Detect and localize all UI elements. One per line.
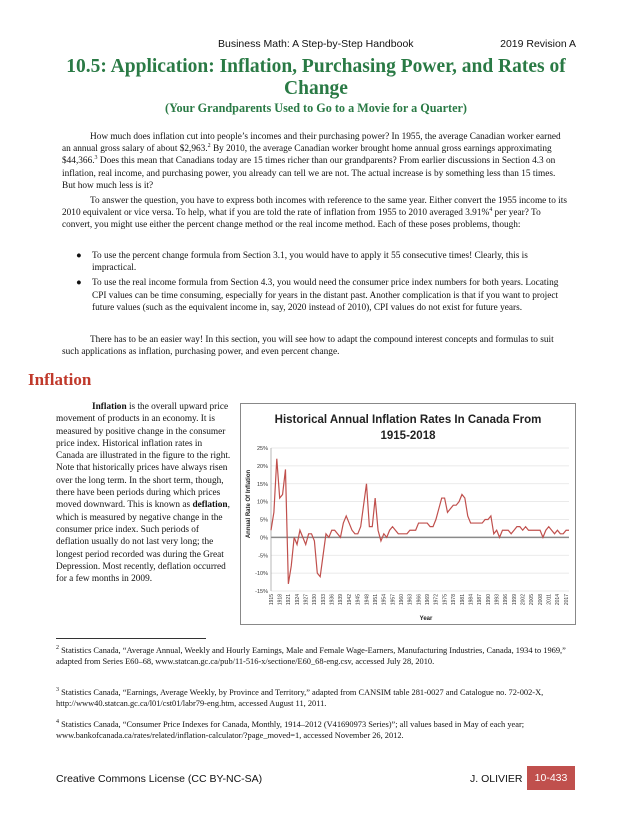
- y-tick-label: 25%: [256, 446, 268, 452]
- page-subtitle: (Your Grandparents Used to Go to a Movie for a Quarter): [165, 101, 467, 115]
- footnote-4: $^4$ Statistics Canada, “Consumer Price Indexes for Canada, Monthly, 1914–2012 (V41690973 Series)”; all values based in May of each year; www.bankofcanada.ca/rates/related/inflation-calculator/?page_moved=1, accessed November 26, 2012.: [56, 719, 525, 740]
- x-tick-label: 1984: [468, 594, 475, 606]
- inflation-chart: [240, 403, 576, 625]
- x-tick-label: 1954: [381, 594, 388, 606]
- x-tick-label: 1996: [503, 594, 510, 606]
- x-tick-label: 1975: [442, 594, 449, 606]
- header-book-title: Business Math: A Step-by-Step Handbook: [218, 38, 414, 50]
- y-tick-label: -5%: [258, 553, 268, 560]
- x-tick-label: 1942: [346, 594, 353, 606]
- x-tick-label: 1918: [277, 594, 284, 606]
- x-tick-label: 1927: [303, 594, 310, 606]
- x-tick-label: 1999: [511, 594, 518, 606]
- x-tick-label: 2002: [520, 594, 527, 606]
- y-tick-label: 0%: [260, 535, 268, 542]
- x-tick-label: 1930: [312, 594, 319, 606]
- x-tick-label: 1933: [320, 594, 327, 606]
- transition-paragraph: There has to be an easier way! In this section, you will see how to adapt the compound interest concepts and formulas to suit such applications as inflation, purchasing power, and even percent change.: [62, 335, 554, 358]
- footnote-3: $^3$ Statistics Canada, “Earnings, Average Weekly, by Province and Territory,” adapted from CANSIM table 281-0027 and Catalogue no. 72-002-X, http://www40.statcan.gc.ca/l01/cst01/labr79-eng.htm, accessed August 11, 2011.: [56, 687, 544, 708]
- y-tick-label: 20%: [256, 463, 268, 470]
- list-item: ● To use the real income formula from Section 4.3, you would need the consumer price index numbers for both years. Locating CPI values can be time consuming, especially for years in the distant past. Another complication is that if you want to project future values (such as the equivalent income in, say, 2020 instead of 2010), CPI values do not exist for future years.: [76, 278, 559, 313]
- chart-title-line-2: 1915-2018: [380, 430, 436, 442]
- y-tick-label: -15%: [255, 589, 268, 595]
- x-tick-label: 1972: [433, 594, 440, 606]
- chart-x-axis-label: Year: [419, 616, 433, 622]
- footnote-divider: [56, 638, 206, 639]
- footer-author: J. OLIVIER: [470, 773, 523, 785]
- footnote-2: $^2$ Statistics Canada, “Average Annual, Weekly and Hourly Earnings, Male and Female Wage-Earners, Manufacturing Industries, Canada, 1934 to 1969,” adapted from Series E60–68, www.statcan.gc.ca/pub/11-516-x/sectione/E60_68-eng.csv, accessed July 28, 2010.: [56, 645, 566, 666]
- x-tick-label: 1945: [355, 594, 362, 606]
- chart-y-axis-label: Annual Rate Of Inflation: [246, 469, 252, 539]
- x-tick-label: 1993: [494, 594, 501, 606]
- x-tick-label: 1939: [338, 594, 345, 606]
- x-tick-label: 1966: [416, 594, 423, 606]
- bullet-icon: ●: [76, 251, 82, 261]
- y-tick-label: 10%: [256, 499, 268, 506]
- header-revision: 2019 Revision A: [500, 38, 576, 50]
- bullet-list: [62, 250, 570, 317]
- y-tick-label: -10%: [255, 571, 268, 578]
- x-tick-label: 1936: [329, 594, 336, 606]
- section-heading: Inflation: [28, 370, 92, 389]
- x-tick-label: 1915: [268, 594, 275, 606]
- intro-paragraph: How much does inflation cut into people’s incomes and their purchasing power? In 1955, the average Canadian worker earned an annual gross salary of about $2,963.$^2$ By 2010, the average Canadian worker brought home annual gross earnings approximating $44,366.$^3$ Does this mean that Canadians today are 15 times richer than our grandparents? From earlier discussions in Section 4.3 on inflation, real income, and purchasing power, you already can tell we are not. The actual increase is by something less than 15 times. But how much less is it?: [62, 132, 561, 191]
- x-tick-label: 1948: [364, 594, 371, 606]
- term-deflation: deflation: [192, 500, 228, 511]
- x-tick-label: 1987: [477, 594, 484, 606]
- page-number: 10-433: [527, 766, 575, 790]
- x-tick-label: 1951: [372, 594, 379, 606]
- term-inflation: Inflation: [92, 402, 127, 412]
- chart-title-line-1: Historical Annual Inflation Rates In Canada From: [274, 414, 542, 426]
- bullet-icon: ●: [76, 278, 82, 289]
- footnote-ref-3: 3: [94, 155, 98, 162]
- x-tick-label: 1963: [407, 594, 414, 606]
- x-tick-label: 1921: [286, 594, 293, 606]
- footnote-ref-2: 2: [207, 143, 211, 150]
- x-tick-label: 2017: [563, 594, 570, 606]
- question-paragraph: To answer the question, you have to express both incomes with reference to the same year. Either convert the 1955 income to its 2010 equivalent or vice versa. To help, what if you are told the rate of inflation from 1955 to 2010 averaged 3.91%$^4$ per year? To convert, you might use either the percent change method or the real income method. Each of these poses problems, though:: [62, 196, 567, 231]
- list-item: ● To use the percent change formula from Section 3.1, you would have to apply it 55 consecutive times! Clearly, this is impractical.: [76, 251, 528, 274]
- x-tick-label: 2011: [546, 594, 553, 605]
- x-tick-label: 1957: [390, 594, 397, 606]
- x-tick-label: 2005: [529, 594, 536, 606]
- x-tick-label: 1990: [485, 594, 492, 606]
- x-tick-label: 1981: [459, 594, 466, 606]
- x-tick-label: 2008: [537, 594, 544, 606]
- x-tick-label: 1978: [451, 594, 458, 606]
- footnote-ref-4: 4: [489, 207, 493, 214]
- x-tick-label: 1969: [425, 594, 432, 606]
- y-tick-label: 5%: [260, 517, 268, 524]
- series-line: [271, 459, 569, 584]
- page-title: 10.5: Application: Inflation, Purchasing Power, and Rates of Change: [66, 56, 566, 99]
- y-tick-label: 15%: [256, 481, 268, 488]
- footer-license: Creative Commons License (CC BY-NC-SA): [56, 773, 263, 785]
- chart-svg: [241, 404, 575, 624]
- x-tick-label: 1924: [294, 594, 301, 606]
- inflation-paragraph: Inflation is the overall upward price movement of products in an economy. It is measured by positive change in the consumer price index. Historical inflation rates in Canada are illustrated in the figure to the right. Note that historically prices have always risen over the long term. In the short term, though, there have been periods during which prices moved downward. This is known as deflation, which is measured by negative change in the consumer price index. Such periods of deflation usually do not last very long; the longest period recorded was during the Great Depression. Most recently, deflation occurred for a few months in 2009.: [56, 402, 231, 585]
- x-tick-label: 2014: [555, 594, 562, 606]
- x-tick-label: 1960: [398, 594, 405, 606]
